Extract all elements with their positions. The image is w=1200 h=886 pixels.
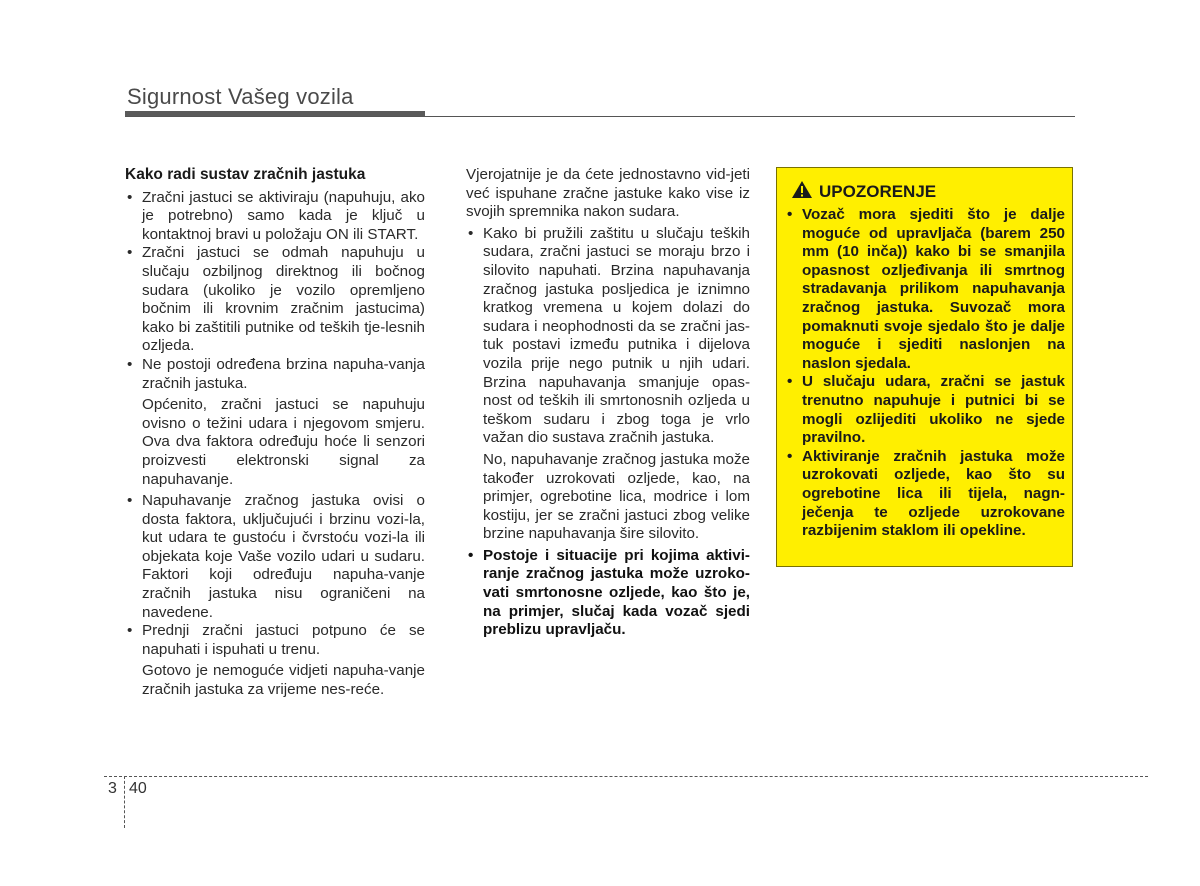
left-bullet-list-2	[125, 492, 425, 659]
warning-item-text: Aktiviranje zračnih jastuka može uzrokovati ozljede, kao što su ogrebotine lica ili tijela, nagn-ječenja te ozljede uzrokovane razbijenim staklom ili opekline.	[802, 447, 1065, 540]
warning-item	[785, 206, 1065, 373]
middle-column	[466, 166, 750, 640]
warning-item	[785, 448, 1065, 541]
middle-bullet-list-bold	[466, 547, 750, 640]
list-item-continuation: Gotovo je nemoguće vidjeti napuha-vanje zračnih jastuka za vrijeme nes-reće.	[142, 662, 425, 699]
warning-title: UPOZORENJE	[819, 182, 937, 201]
warning-box	[776, 167, 1073, 567]
warning-header	[791, 180, 936, 204]
warning-item-text: U slučaju udara, zračni se jastuk trenutno napuhuje i putnici bi se mogli ozlijediti ukoliko ne sjede pravilno.	[802, 373, 1065, 447]
paragraph: Vjerojatnije je da ćete jednostavno vid-jeti već ispuhane zračne jastuke kako vise iz svojih spremnika nakon sudara.	[466, 166, 750, 221]
page-title: Sigurnost Vašeg vozila	[127, 84, 354, 109]
warning-triangle-icon	[791, 180, 819, 204]
middle-bullet-list	[466, 225, 750, 448]
list-item-text: Kako bi pružili zaštitu u slučaju teških sudara, zračni jastuci se moraju brzo i silovito napuhati. Brzina napuhavanja zračnog jastuka posljedica je iznimno kratkog vremena u kojem dolazi do sudara i neophodnosti da se zračni jas-tuk postavi između putnika i dijelova vozila prije nego putnik u njih udari. Brzina napuhavanja smanjuje opas-nost od teških ili smrtonosnih ozljeda u teškom sudaru i zbog toga je vrlo važan dio sustava zračnih jastuka.	[483, 224, 750, 447]
list-item	[125, 356, 425, 393]
list-item	[466, 547, 750, 640]
list-item-text: Napuhavanje zračnog jastuka ovisi o dosta faktora, uključujući i brzinu vozi-la, kut udara te gustoću i čvrstoću vozi-la ili objekata koje Vaše vozilo udari u sudaru. Faktori koji određuju napuha-vanje zračnih jastuka nisu ograničeni na navedene.	[142, 492, 425, 621]
page-number: 40	[129, 780, 147, 797]
left-bullet-list	[125, 189, 425, 394]
list-item	[125, 189, 425, 245]
list-item-text: Postoje i situacije pri kojima aktivi-ranje zračnog jastuka može uzroko-vati smrtonosne ozljede, kao što je, na primjer, slučaj kada vozač sjedi preblizu upravljaču.	[483, 546, 750, 639]
header-rule	[125, 116, 1075, 117]
chapter-number: 3	[108, 780, 117, 797]
warning-bullets	[785, 206, 1065, 541]
list-item-continuation: No, napuhavanje zračnog jastuka može također uzrokovati ozljede, kao, na primjer, ogrebotine lica, modrice i lom kostiju, jer se zračni jastuci zbog velike brzine napuhavanja šire silovito.	[483, 450, 750, 543]
warning-list	[785, 206, 1065, 541]
section-heading: Kako radi sustav zračnih jastuka	[125, 166, 366, 183]
list-item-text: Zračni jastuci se aktiviraju (napuhuju, ako je potrebno) samo kada je ključ u kontaktnoj bravi u položaju ON ili START.	[142, 188, 425, 243]
list-item	[125, 244, 425, 356]
list-item	[125, 622, 425, 659]
footer-rule	[104, 776, 1148, 777]
list-item-text: Ne postoji određena brzina napuha-vanja zračnih jastuka.	[142, 355, 425, 392]
list-item	[125, 492, 425, 622]
warning-item-text: Vozač mora sjediti što je dalje moguće od upravljača (barem 250 mm (10 inča)) kako bi se smanjila opasnost ozljeđivanja ili smrtnog stradavanja prilikom napuhavanja zračnog jastuka. Suvozač mora pomaknuti svoje sjedalo što je dalje moguće i sjediti naslonjen na naslon sjedala.	[802, 206, 1065, 372]
list-item-continuation: Općenito, zračni jastuci se napuhuju ovisno o težini udara i njegovom smjeru. Ova dva faktora određuju hoće li senzori proizvesti elektronski signal za napuhavanje.	[142, 396, 425, 488]
list-item-text: Zračni jastuci se odmah napuhuju u slučaju ozbiljnog direktnog ili bočnog sudara (ukoliko je vozilo opremljeno bočnim ili krovnim zračnim jastucima) kako bi zaštitili putnike od teških tje-lesnih ozljeda.	[142, 244, 425, 355]
warning-item	[785, 373, 1065, 447]
list-item	[466, 225, 750, 448]
left-column	[125, 166, 425, 700]
footer-divider	[124, 776, 125, 828]
list-item-text: Prednji zračni jastuci potpuno će se napuhati i ispuhati u trenu.	[142, 622, 425, 658]
